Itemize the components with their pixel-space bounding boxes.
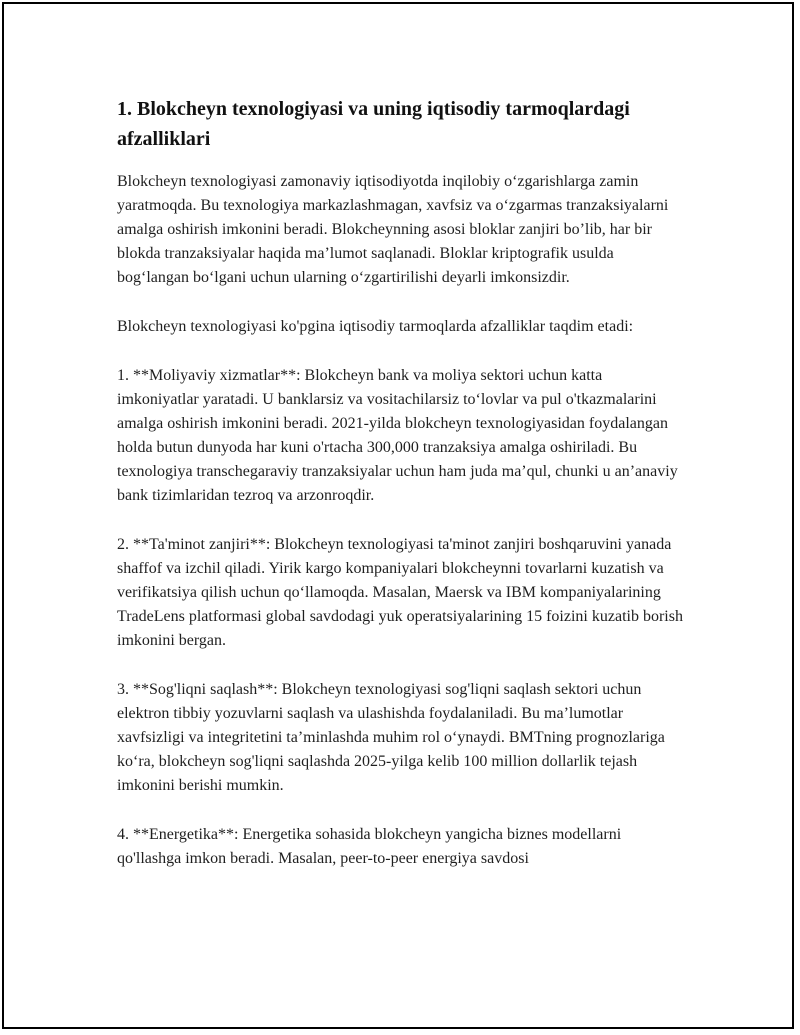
paragraph-financial-services: 1. **Moliyaviy xizmatlar**: Blokcheyn bank va moliya sektori uchun katta imkoniyatlar yaratadi. U banklarsiz va vositachilarsiz to‘lovlar va pul o'tkazmalarini amalga oshirish imkonini beradi. 2021-yilda blokcheyn texnologiyasidan foydalangan holda butun dunyoda har kuni o'rtacha 300,000 tranzaksiya amalga oshiriladi. Bu texnologiya transchegaraviy tranzaksiyalar uchun ham juda ma’qul, chunki u an’anaviy bank tizimlaridan tezroq va arzonroqdir. [117, 367, 678, 504]
document-body [117, 94, 687, 871]
paragraph-supply-chain: 2. **Ta'minot zanjiri**: Blokcheyn texnologiyasi ta'minot zanjiri boshqaruvini yanada shaffof va izchil qiladi. Yirik kargo kompaniyalari blokcheynni tovarlarni kuzatish va verifikatsiya qilish uchun qo‘llamoqda. Masalan, Maersk va IBM kompaniyalarining TradeLens platformasi global savdodagi yuk operatsiyalarining 15 foizini kuzatib borish imkonini bergan. [117, 536, 683, 649]
section-heading: 1. Blokcheyn texnologiyasi va uning iqtisodiy tarmoqlardagi afzalliklari [117, 98, 630, 150]
paragraph-lead-in: Blokcheyn texnologiyasi ko'pgina iqtisodiy tarmoqlarda afzalliklar taqdim etadi: [117, 318, 634, 335]
paragraph-healthcare: 3. **Sog'liqni saqlash**: Blokcheyn texnologiyasi sog'liqni saqlash sektori uchun elektron tibbiy yozuvlarni saqlash va ulashishda foydalaniladi. Bu ma’lumotlar xavfsizligi va integritetini ta’minlashda muhim rol o‘ynaydi. BMTning prognozlariga ko‘ra, blokcheyn sog'liqni saqlashda 2025-yilga kelib 100 million dollarlik tejash imkonini berishi mumkin. [117, 681, 665, 794]
paragraph-energy: 4. **Energetika**: Energetika sohasida blokcheyn yangicha biznes modellarni qo'llashga imkon beradi. Masalan, peer-to-peer energiya savdosi [117, 826, 622, 867]
paragraph-intro: Blokcheyn texnologiyasi zamonaviy iqtisodiyotda inqilobiy o‘zgarishlarga zamin yaratmoqda. Bu texnologiya markazlashmagan, xavfsiz va o‘zgarmas tranzaksiyalarni amalga oshirish imkonini beradi. Blokcheynning asosi bloklar zanjiri bo’lib, har bir blokda tranzaksiyalar haqida ma’lumot saqlanadi. Bloklar kriptografik usulda bog‘langan bo‘lgani uchun ularning o‘zgartirilishi deyarli imkonsizdir. [117, 173, 669, 286]
